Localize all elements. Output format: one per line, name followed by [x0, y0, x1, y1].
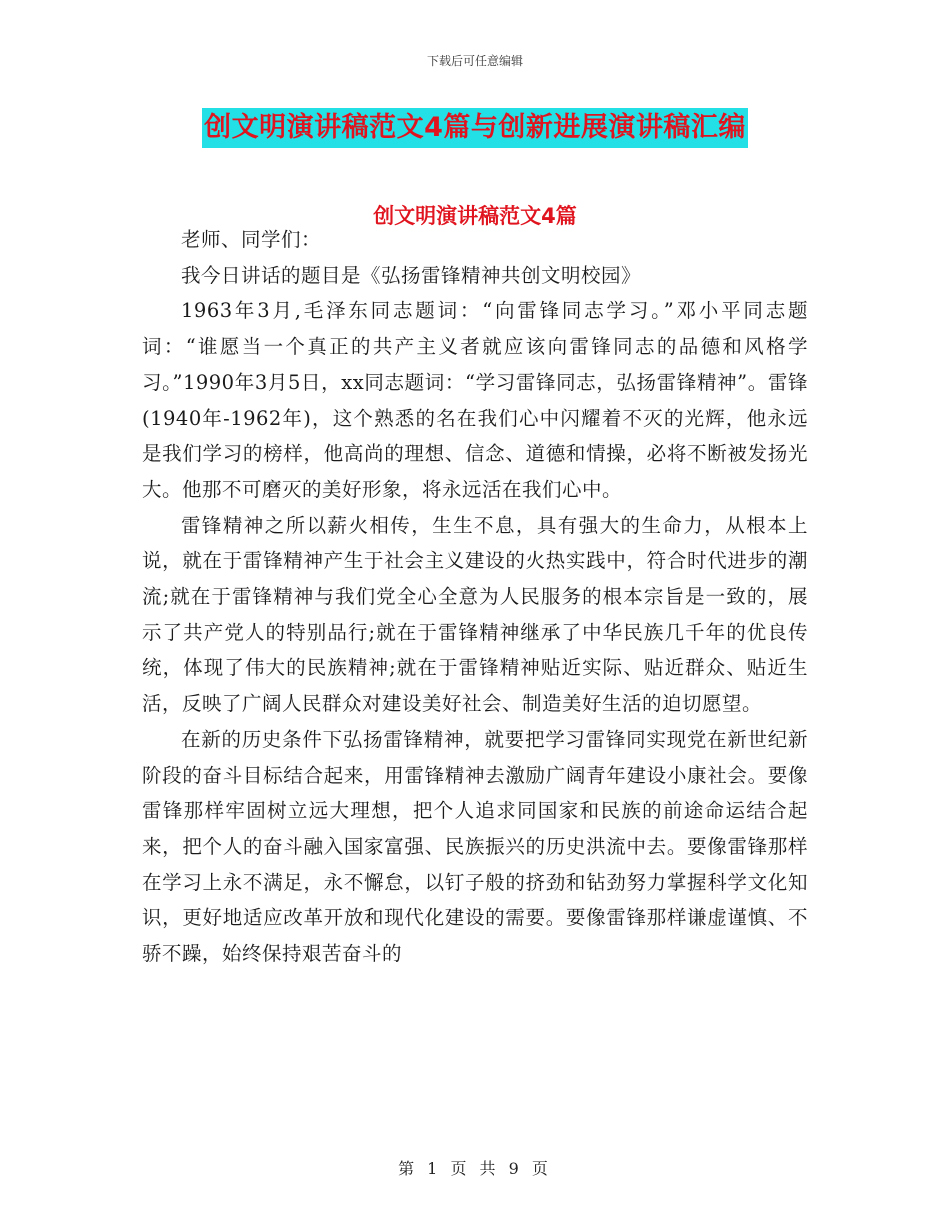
document-title-wrapper — [0, 108, 950, 148]
document-body — [142, 222, 808, 972]
paragraph: 1963年3月,毛泽东同志题词：“向雷锋同志学习。”邓小平同志题词：“谁愿当一个真正的共产主义者就应该向雷锋同志的品德和风格学习。”1990年3月5日，xx同志题词：“学习雷锋同志，弘扬雷锋精神”。雷锋(1940年-1962年)，这个熟悉的名在我们心中闪耀着不灭的光辉，他永远是我们学习的榜样，他高尚的理想、信念、道德和情操，必将不断被发扬光大。他那不可磨灭的美好形象，将永远活在我们心中。 — [142, 299, 808, 501]
section-title: 创文明演讲稿范文4篇 — [373, 204, 577, 228]
paragraph-topic: 我今日讲话的题目是《弘扬雷锋精神共创文明校园》 — [181, 263, 642, 287]
paragraph: 雷锋精神之所以薪火相传，生生不息，具有强大的生命力，从根本上说，就在于雷锋精神产生于社会主义建设的火热实践中，符合时代进步的潮流;就在于雷锋精神与我们党全心全意为人民服务的根本宗旨是一致的，展示了共产党人的特别品行;就在于雷锋精神继承了中华民族几千年的优良传统，体现了伟大的民族精神;就在于雷锋精神贴近实际、贴近群众、贴近生活，反映了广阔人民群众对建设美好社会、制造美好生活的迫切愿望。 — [142, 513, 808, 716]
paragraph: 在新的历史条件下弘扬雷锋精神，就要把学习雷锋同实现党在新世纪新阶段的奋斗目标结合起来，用雷锋精神去激励广阔青年建设小康社会。要像雷锋那样牢固树立远大理想，把个人追求同国家和民族的前途命运结合起来，把个人的奋斗融入国家富强、民族振兴的历史洪流中去。要像雷锋那样在学习上永不满足，永不懈怠，以钉子般的挤劲和钻劲努力掌握科学文化知识，更好地适应改革开放和现代化建设的需要。要像雷锋那样谦虚谨慎、不骄不躁，始终保持艰苦奋斗的 — [142, 727, 808, 966]
document-title: 创文明演讲稿范文4篇与创新进展演讲稿汇编 — [202, 108, 748, 148]
page-footer: 第 1 页 共 9 页 — [398, 1159, 552, 1178]
header-note: 下载后可任意编辑 — [426, 54, 523, 68]
paragraph-salutation: 老师、同学们： — [181, 228, 322, 251]
